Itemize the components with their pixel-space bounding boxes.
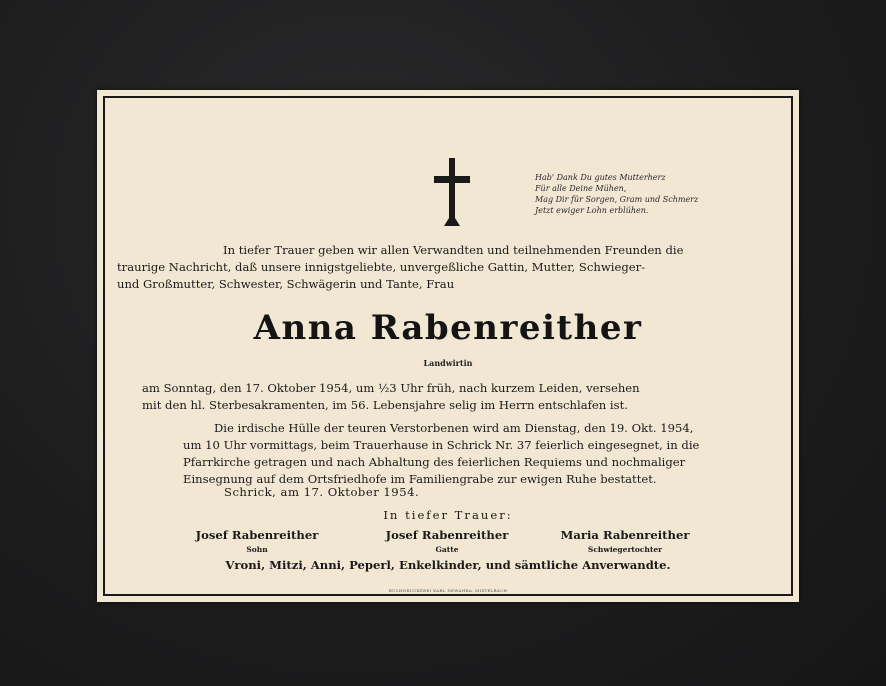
signer-relation: Sohn [246, 545, 268, 554]
signer-relation: Schwiegertochter [587, 545, 663, 554]
signer-relation: Gatte [435, 545, 459, 554]
place-date: Schrick, am 17. Oktober 1954. [224, 485, 420, 499]
signer-name: Josef Rabenreither [385, 528, 509, 542]
poem-line: Hab' Dank Du gutes Mutterherz [535, 173, 666, 182]
funeral-line: um 10 Uhr vormittags, beim Trauerhause in Schrick Nr. 37 feierlich eingesegnet, in die [183, 438, 700, 452]
deceased-occupation: Landwirtin [423, 358, 473, 368]
signer [525, 528, 725, 554]
funeral-line: Die irdische Hülle der teuren Verstorbenen wird am Dienstag, den 19. Okt. 1954, [214, 421, 694, 435]
deceased-name: Anna Rabenreither [253, 308, 643, 348]
signer-name: Maria Rabenreither [560, 528, 690, 542]
intro-line: In tiefer Trauer geben wir allen Verwandten und teilnehmenden Freunden die [223, 243, 684, 257]
signer-name: Josef Rabenreither [195, 528, 319, 542]
printer-imprint: BUCHDRUCKEREI KARL NEWAHRA, MISTELBACH [388, 588, 508, 593]
memorial-poem [535, 172, 775, 216]
death-notice-paragraph [142, 380, 774, 414]
poem-line: Mag Dir für Sorgen, Gram und Schmerz [535, 195, 699, 204]
funeral-line: Einsegnung auf dem Ortsfriedhofe im Familiengrabe zur ewigen Ruhe bestattet. [183, 472, 657, 486]
signer [157, 528, 357, 554]
death-notice-line: mit den hl. Sterbesakramenten, im 56. Lebensjahre selig im Herrn entschlafen ist. [142, 398, 628, 412]
funeral-line: Pfarrkirche getragen und nach Abhaltung des feierlichen Requiems und nochmaliger [183, 455, 686, 469]
cross-icon [432, 156, 472, 230]
intro-paragraph [117, 242, 772, 293]
intro-line: traurige Nachricht, daß unsere innigstgeliebte, unvergeßliche Gattin, Mutter, Schwieger- [117, 260, 646, 274]
obituary-card [97, 90, 799, 602]
intro-line: und Großmutter, Schwester, Schwägerin und Tante, Frau [117, 277, 455, 291]
mourners-heading: In tiefer Trauer: [383, 508, 513, 522]
funeral-paragraph [183, 420, 773, 488]
signer [347, 528, 547, 554]
other-mourners: Vroni, Mitzi, Anni, Peperl, Enkelkinder, und sämtliche Anverwandte. [225, 558, 671, 572]
poem-line: Für alle Deine Mühen, [535, 184, 627, 193]
death-notice-line: am Sonntag, den 17. Oktober 1954, um ½3 Uhr früh, nach kurzem Leiden, versehen [142, 381, 640, 395]
poem-line: Jetzt ewiger Lohn erblühen. [535, 206, 649, 215]
